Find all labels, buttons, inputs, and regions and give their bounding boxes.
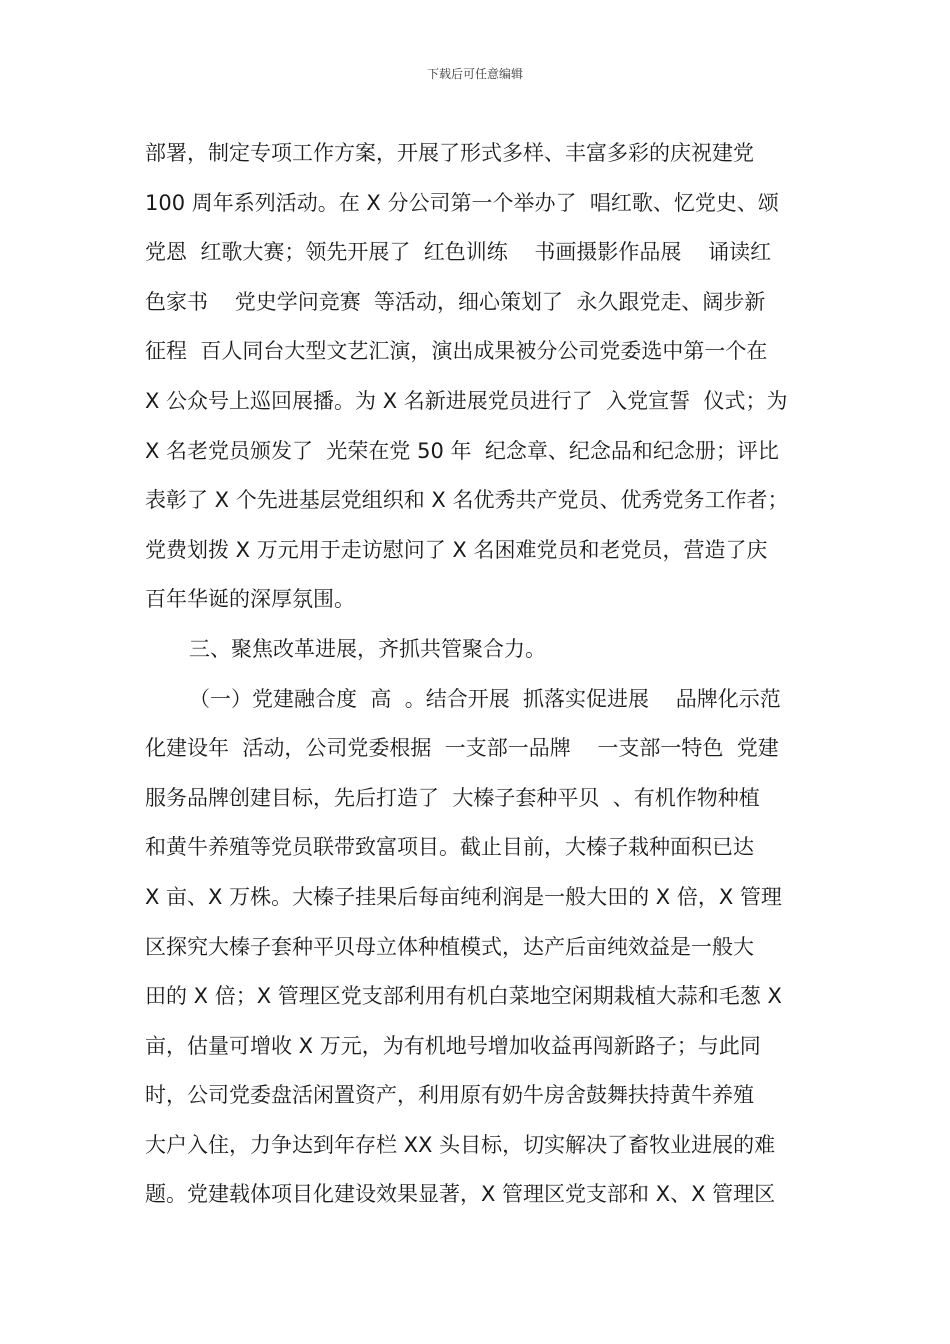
subsection-line: （一）党建融合度 高 。结合开展 抓落实促进展 品牌化示范 xyxy=(189,686,781,711)
paragraph-line: X 亩、X 万株。大榛子挂果后每亩纯利润是一般大田的 X 倍，X 管理 xyxy=(145,884,782,909)
paragraph-line: 100 周年系列活动。在 X 分公司第一个举办了 唱红歌、忆党史、颂 xyxy=(145,190,779,215)
paragraph-line: 亩，估量可增收 X 万元，为有机地号增加收益再闯新路子；与此同 xyxy=(145,1033,761,1058)
paragraph-line: 党恩 红歌大赛；领先开展了 红色训练 书画摄影作品展 诵读红 xyxy=(145,240,772,265)
paragraph-line: 田的 X 倍；X 管理区党支部利用有机白菜地空闲期栽植大蒜和毛葱 X xyxy=(145,984,782,1009)
paragraph-line: X 公众号上巡回展播。为 X 名新进展党员进行了 入党宣誓 仪式；为 xyxy=(145,388,788,413)
paragraph-line: 和黄牛养殖等党员联带致富项目。截止目前，大榛子栽种面积已达 xyxy=(145,835,754,860)
section-heading: 三、聚焦改革进展，齐抓共管聚合力。 xyxy=(189,636,546,661)
page-header: 下载后可任意编辑 xyxy=(426,67,523,81)
paragraph-line: 百年华诞的深厚氛围。 xyxy=(145,587,355,612)
paragraph-line: 色家书 党史学问竞赛 等活动，细心策划了 永久跟党走、阔步新 xyxy=(145,289,766,314)
paragraph-line: X 名老党员颁发了 光荣在党 50 年 纪念章、纪念品和纪念册；评比 xyxy=(145,438,779,463)
paragraph-line: 征程 百人同台大型文艺汇演，演出成果被分公司党委选中第一个在 xyxy=(145,339,768,364)
paragraph-line: 服务品牌创建目标，先后打造了 大榛子套种平贝 、有机作物种植 xyxy=(145,785,760,810)
paragraph-line: 时，公司党委盘活闲置资产，利用原有奶牛房舍鼓舞扶持黄牛养殖 xyxy=(145,1083,754,1108)
paragraph-line: 党费划拨 X 万元用于走访慰问了 X 名困难党员和老党员，营造了庆 xyxy=(145,537,768,562)
paragraph-line: 化建设年 活动，公司党委根据 一支部一品牌 一支部一特色 党建 xyxy=(145,736,779,761)
paragraph-line: 表彰了 X 个先进基层党组织和 X 名优秀共产党员、优秀党务工作者； xyxy=(145,488,789,513)
paragraph-line: 区探究大榛子套种平贝母立体种植模式，达产后亩纯效益是一般大 xyxy=(145,934,754,959)
document-body xyxy=(145,129,825,1220)
paragraph-line: 部署，制定专项工作方案，开展了形式多样、丰富多彩的庆祝建党 xyxy=(145,141,754,165)
paragraph-line: 题。党建载体项目化建设效果显著，X 管理区党支部和 X、X 管理区 xyxy=(145,1182,776,1207)
paragraph-line: 大户入住，力争达到年存栏 XX 头目标，切实解决了畜牧业进展的难 xyxy=(145,1132,776,1157)
